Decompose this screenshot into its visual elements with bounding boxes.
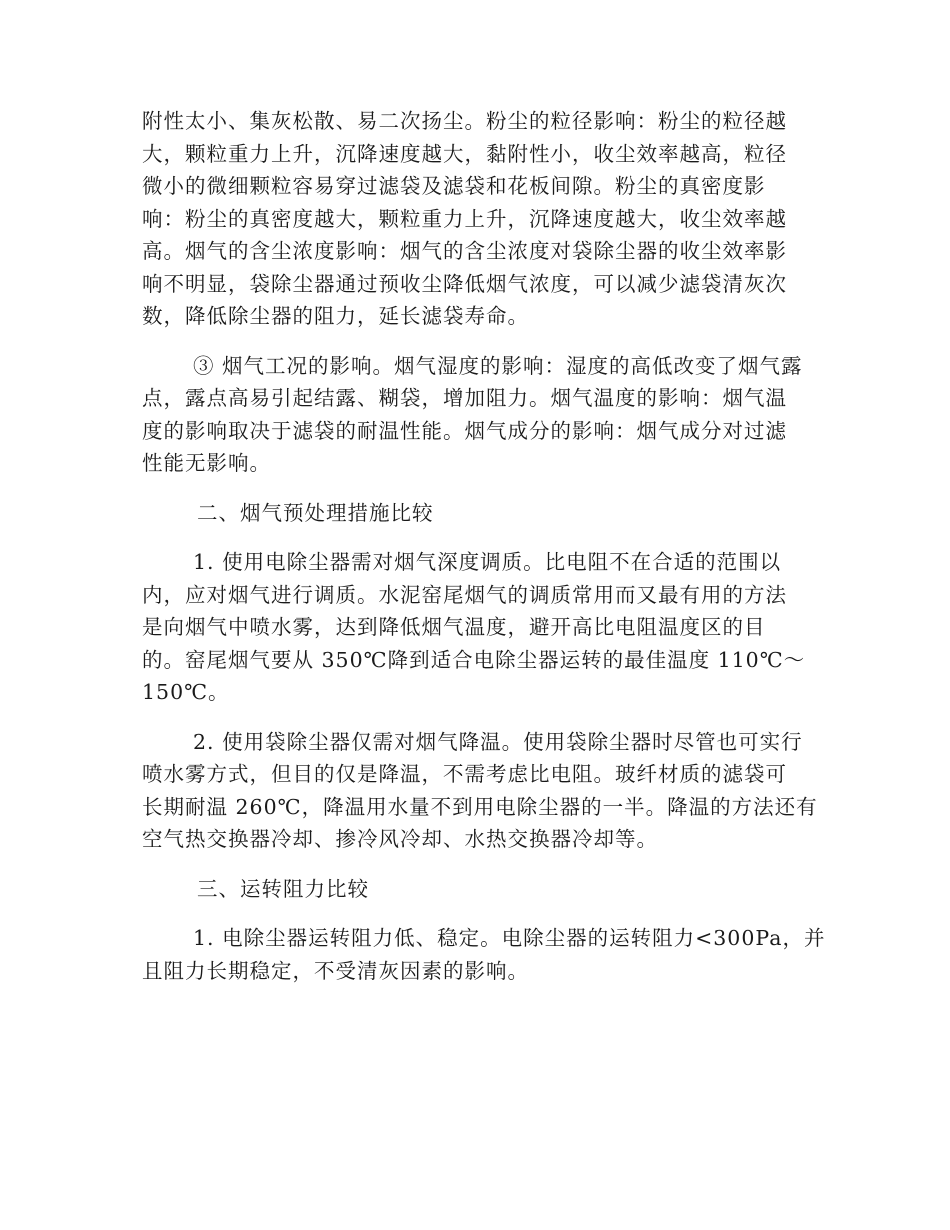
section-heading: 二、烟气预处理措施比较	[197, 500, 434, 525]
paragraph-dust-properties	[142, 105, 810, 333]
text-line: 微小的微细颗粒容易穿过滤袋及滤袋和花板间隙。粉尘的真密度影	[142, 174, 766, 198]
text-line: 响不明显，袋除尘器通过预收尘降低烟气浓度，可以减少滤袋清灰次	[142, 271, 787, 296]
text-line: 性能无影响。	[142, 451, 271, 475]
document-body	[142, 105, 826, 1004]
text-line: 数，降低除尘器的阻力，延长滤袋寿命。	[142, 304, 529, 328]
text-line: 大，颗粒重力上升，沉降速度越大，黏附性小，收尘效率越高，粒径	[142, 141, 787, 166]
text-line: 空气热交换器冷却、掺冷风冷却、水热交换器冷却等。	[142, 827, 658, 851]
text-line: 2. 使用袋除尘器仅需对烟气降温。使用袋除尘器时尽管也可实行	[193, 729, 803, 754]
paragraph-flue-gas-conditions	[142, 350, 810, 480]
text-line: 150℃。	[142, 680, 230, 704]
text-line: 内，应对烟气进行调质。水泥窑尾烟气的调质常用而又最有用的方法	[142, 582, 787, 607]
text-line: 点，露点高易引起结露、糊袋，增加阻力。烟气温度的影响：烟气温	[142, 386, 787, 410]
text-line: 且阻力长期稳定，不受清灰因素的影响。	[142, 958, 529, 983]
section-heading-2	[142, 497, 810, 530]
section-heading-3	[142, 873, 810, 906]
text-line: 高。烟气的含尘浓度影响：烟气的含尘浓度对袋除尘器的收尘效率影	[142, 239, 787, 263]
text-line: ③ 烟气工况的影响。烟气湿度的影响：湿度的高低改变了烟气露	[193, 353, 803, 378]
text-line: 附性太小、集灰松散、易二次扬尘。粉尘的粒径影响：粉尘的粒径越	[142, 109, 787, 133]
paragraph-esp-conditioning	[142, 546, 810, 709]
text-line: 响：粉尘的真密度越大，颗粒重力上升，沉降速度越大，收尘效率越	[142, 206, 787, 231]
text-line: 1. 电除尘器运转阻力低、稳定。电除尘器的运转阻力<300Pa，并	[193, 926, 826, 950]
text-line: 长期耐温 260℃，降温用水量不到用电除尘器的一半。降温的方法还有	[142, 794, 818, 819]
text-line: 是向烟气中喷水雾，达到降低烟气温度，避开高比电阻温度区的目	[142, 615, 766, 639]
text-line: 喷水雾方式，但目的仅是降温，不需考虑比电阻。玻纤材质的滤袋可	[142, 762, 787, 786]
text-line: 的。窑尾烟气要从 350℃降到适合电除尘器运转的最佳温度 110℃～	[142, 647, 806, 672]
text-line: 1. 使用电除尘器需对烟气深度调质。比电阻不在合适的范围以	[193, 550, 782, 574]
paragraph-esp-resistance	[142, 922, 826, 987]
text-line: 度的影响取决于滤袋的耐温性能。烟气成分的影响：烟气成分对过滤	[142, 418, 787, 443]
section-heading: 三、运转阻力比较	[197, 876, 369, 901]
paragraph-baghouse-cooling	[142, 726, 818, 856]
